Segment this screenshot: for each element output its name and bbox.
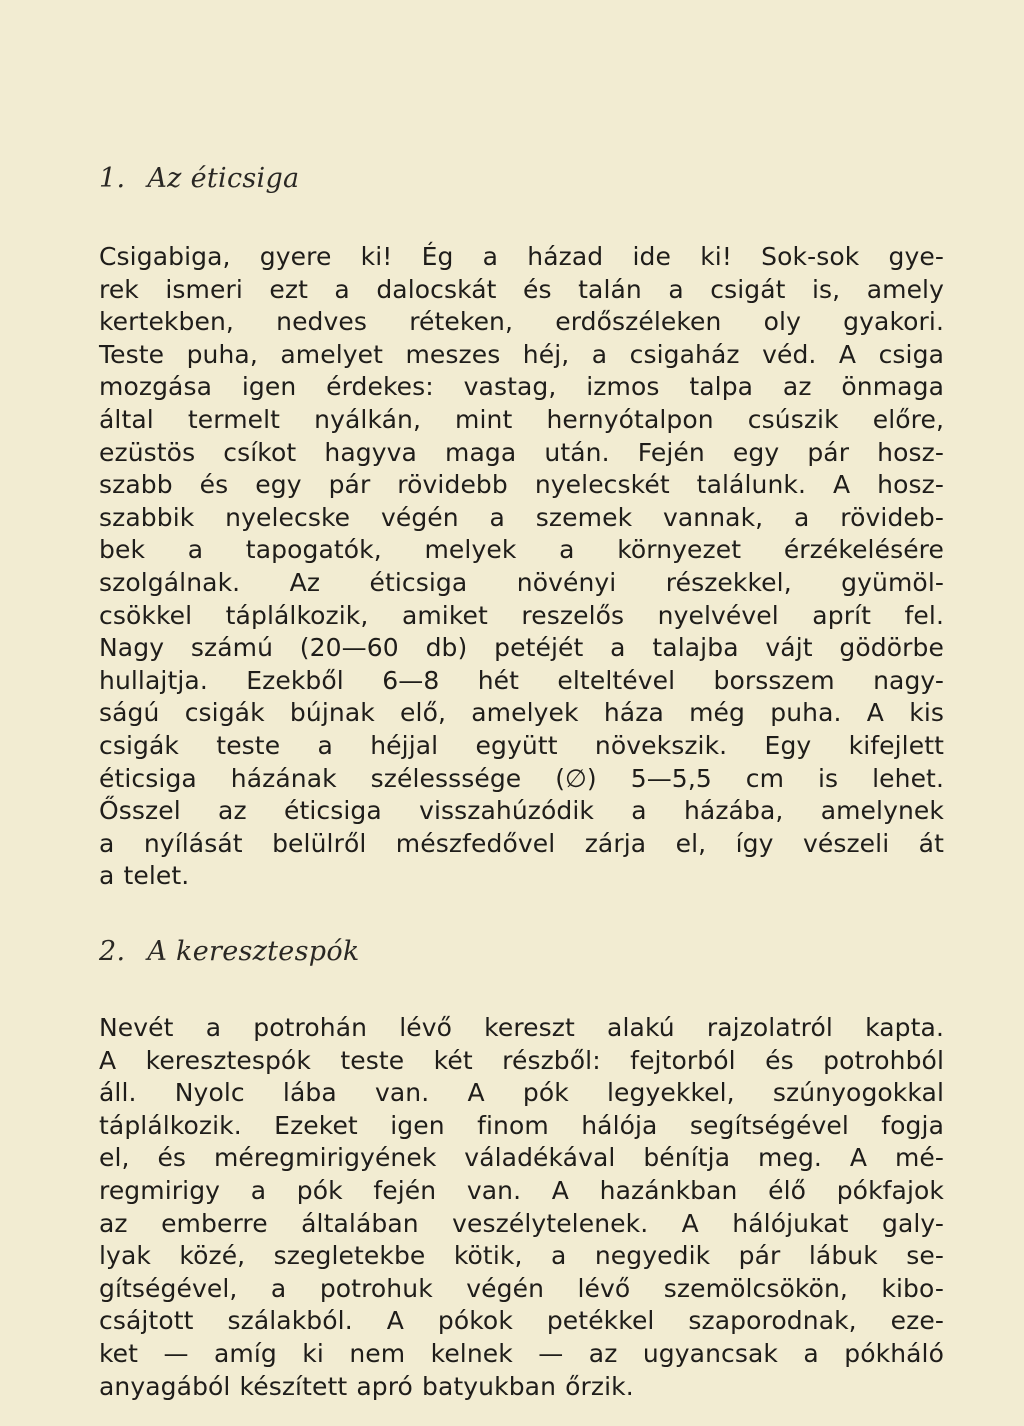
text-line: által termelt nyálkán, mint hernyótalpon csúszik előre, [99, 404, 944, 434]
text-line: ságú csigák bújnak elő, amelyek háza még puha. A kis [99, 698, 944, 728]
text-line: az emberre általában veszélytelenek. A hálójukat galy- [99, 1208, 944, 1238]
section-title: A keresztespók [147, 936, 360, 967]
text-line: hullajtja. Ezekből 6—8 hét elteltével borsszem nagy- [99, 665, 944, 695]
text-line: Ősszel az éticsiga visszahúzódik a házába, amelynek [99, 796, 944, 826]
text-line: anyagából készített apró batyukban őrzik. [99, 1371, 634, 1401]
text-line: gítségével, a potrohuk végén lévő szemölcsökön, kibo- [99, 1273, 944, 1303]
text-line: szabb és egy pár rövidebb nyelecskét találunk. A hosz- [99, 470, 944, 500]
text-line: éticsiga házának szélesssége (∅) 5—5,5 cm is lehet. [99, 763, 944, 793]
text-line: A keresztespók teste két részből: fejtorból és potrohból [99, 1045, 944, 1075]
text-line: csökkel táplálkozik, amiket reszelős nyelvével aprít fel. [99, 600, 944, 630]
text-line: Csigabiga, gyere ki! Ég a házad ide ki! Sok-sok gye- [99, 242, 944, 271]
text-line: lyak közé, szegletekbe kötik, a negyedik pár lábuk se- [99, 1241, 944, 1271]
section-body [99, 241, 944, 893]
text-line: kertekben, nedves réteken, erdőszéleken oly gyakori. [99, 307, 944, 337]
section-eticsiga [99, 163, 944, 893]
section-body [99, 1012, 944, 1403]
section-number: 1. [99, 163, 126, 194]
text-line: a nyílását belülről mészfedővel zárja el, így vészeli át [99, 828, 944, 858]
text-line: szolgálnak. Az éticsiga növényi részekkel, gyümöl- [99, 567, 944, 597]
text-line: Nevét a potrohán lévő kereszt alakú rajzolatról kapta. [99, 1013, 944, 1042]
section-number: 2. [99, 936, 126, 967]
section-keresztespok [99, 936, 944, 1403]
text-line: Nagy számú (20—60 db) petéjét a talajba vájt gödörbe [99, 633, 944, 663]
section-title: Az éticsiga [147, 163, 300, 194]
text-line: szabbik nyelecske végén a szemek vannak, a rövideb- [99, 502, 944, 532]
text-line: csájtott szálakból. A pókok petékkel szaporodnak, eze- [99, 1306, 944, 1336]
text-line: áll. Nyolc lába van. A pók legyekkel, szúnyogokkal [99, 1078, 944, 1108]
section-heading [99, 163, 944, 195]
text-line: mozgása igen érdekes: vastag, izmos talpa az önmaga [99, 372, 944, 402]
text-line: csigák teste a héjjal együtt növekszik. Egy kifejlett [99, 730, 944, 760]
text-line: regmirigy a pók fején van. A hazánkban élő pókfajok [99, 1175, 944, 1205]
text-line: ezüstös csíkot hagyva maga után. Fején egy pár hosz- [99, 437, 944, 467]
text-line: el, és méregmirigyének váladékával bénítja meg. A mé- [99, 1143, 944, 1173]
text-line: táplálkozik. Ezeket igen finom hálója segítségével fogja [99, 1110, 944, 1140]
text-line: Teste puha, amelyet meszes héj, a csigaház véd. A csiga [99, 339, 944, 369]
text-line: a telet. [99, 861, 190, 891]
text-line: ket — amíg ki nem kelnek — az ugyancsak a pókháló [99, 1338, 944, 1368]
section-heading [99, 936, 944, 968]
text-line: bek a tapogatók, melyek a környezet érzékelésére [99, 535, 944, 565]
text-line: rek ismeri ezt a dalocskát és talán a csigát is, amely [99, 274, 944, 304]
